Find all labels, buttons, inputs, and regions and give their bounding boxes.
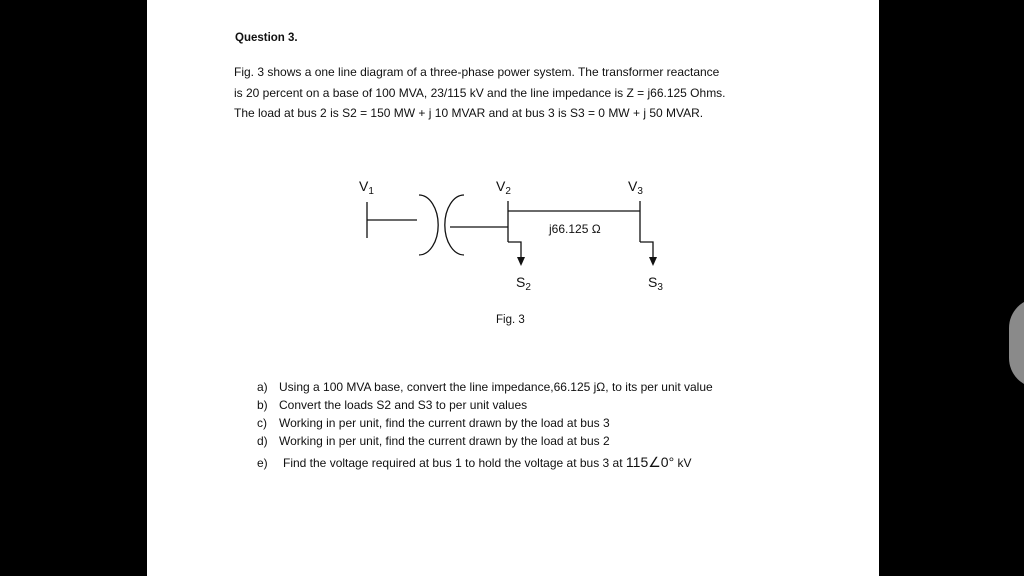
transformer-secondary-coil xyxy=(445,195,464,255)
part-label: c) xyxy=(257,416,267,430)
voltage-value: 115∠0° xyxy=(625,454,675,470)
list-item xyxy=(257,432,713,450)
transformer-primary-coil xyxy=(419,195,438,255)
load-2-connector xyxy=(508,242,521,258)
voltage-unit: kV xyxy=(674,456,692,470)
part-label: a) xyxy=(257,380,268,394)
figure-caption: Fig. 3 xyxy=(496,314,525,326)
part-text: Working in per unit, find the current drawn by the load at bus 2 xyxy=(279,434,610,448)
list-item xyxy=(257,450,713,474)
list-item xyxy=(257,378,713,396)
load-3-label: $S_3$ xyxy=(648,274,663,293)
line-impedance-label: j66.125 Ω xyxy=(549,222,601,236)
document-page xyxy=(147,0,879,576)
load-3-connector xyxy=(640,242,653,258)
list-item xyxy=(257,396,713,414)
part-label: e) xyxy=(257,456,268,470)
bus-2-label: $V_2$ xyxy=(496,178,511,197)
part-text: Convert the loads S2 and S3 to per unit values xyxy=(279,398,528,412)
intro-line: The load at bus 2 is S2 = 150 MW + j 10 MVAR and at bus 3 is S3 = 0 MW + j 50 MVAR. xyxy=(234,106,704,120)
bus-1-label: $V_1$ xyxy=(359,178,374,197)
bus-3-label: $V_3$ xyxy=(628,178,643,197)
side-drawer-handle[interactable] xyxy=(1009,298,1024,388)
intro-line: Fig. 3 shows a one line diagram of a three-phase power system. The transformer reactance xyxy=(234,65,720,79)
part-text: Working in per unit, find the current drawn by the load at bus 3 xyxy=(279,416,610,430)
one-line-diagram xyxy=(147,0,879,576)
part-label: b) xyxy=(257,398,268,412)
list-item xyxy=(257,414,713,432)
intro-line: is 20 percent on a base of 100 MVA, 23/115 kV and the line impedance is Z = j66.125 Ohms. xyxy=(234,85,726,100)
part-text: Using a 100 MVA base, convert the line impedance,66.125 jΩ, to its per unit value xyxy=(279,380,713,394)
part-text: Find the voltage required at bus 1 to hold the voltage at bus 3 at xyxy=(283,456,626,470)
load-2-arrow xyxy=(517,257,525,266)
load-2-label: $S_2$ xyxy=(516,274,531,293)
load-3-arrow xyxy=(649,257,657,266)
part-label: d) xyxy=(257,434,268,448)
question-parts xyxy=(257,378,713,474)
question-title: Question 3. xyxy=(235,32,298,44)
